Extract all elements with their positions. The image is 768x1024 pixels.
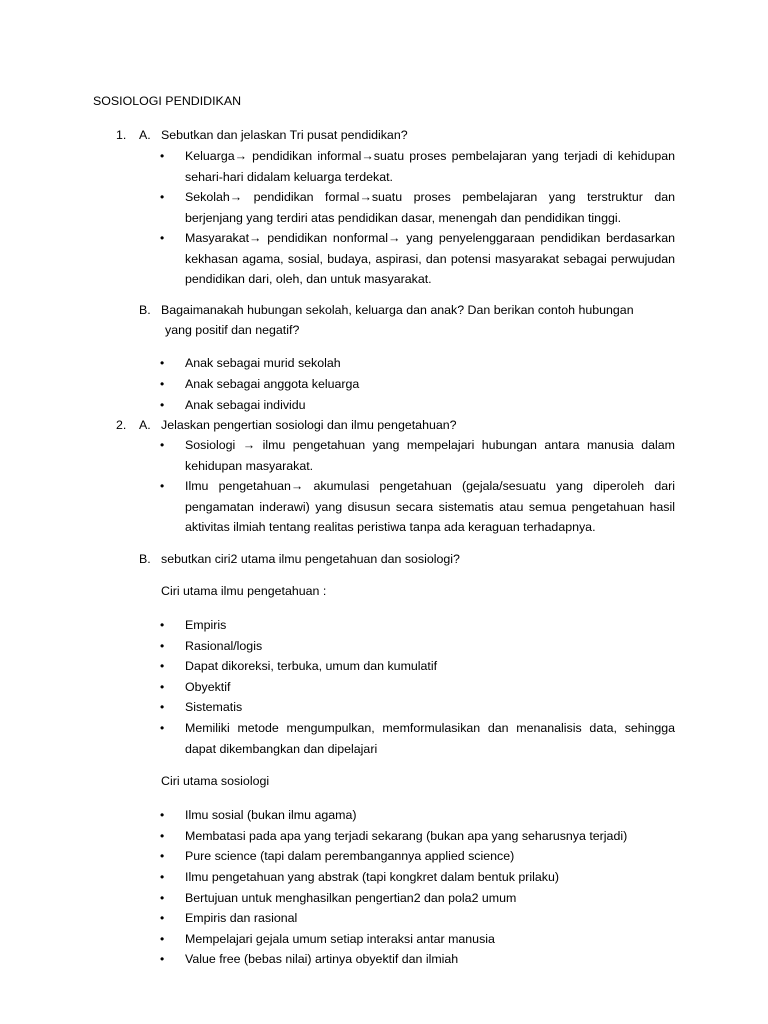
bullet-icon: • [160, 398, 165, 412]
bullet-icon: • [160, 659, 165, 673]
bullet-icon: • [160, 639, 165, 653]
list-item: Obyektif [185, 680, 231, 694]
list-item: Anak sebagai anggota keluarga [185, 377, 360, 391]
list-item: Masyarakat→ pendidikan nonformal→ yang penyelenggaraan pendidikan berdasarkan kekhasan agama, sosial, budaya, aspirasi, dan potensi masyarakat sebagai perwujudan pendidikan dari, oleh, dan untuk masyarakat. [185, 231, 675, 287]
list-item: Anak sebagai individu [185, 398, 306, 412]
bullet-icon: • [160, 680, 165, 694]
list-item: Membatasi pada apa yang terjadi sekarang (bukan apa yang seharusnya terjadi) [185, 829, 628, 843]
list-item: Anak sebagai murid sekolah [185, 356, 341, 370]
list-item: Ilmu pengetahuan yang abstrak (tapi kongkret dalam bentuk prilaku) [185, 870, 560, 884]
list-item: Ilmu pengetahuan→ akumulasi pengetahuan (gejala/sesuatu yang diperoleh dari pengamatan inderawi) yang disusun secara sistematis atau semua pengetahuan hasil aktivitas ilmiah tentang realitas peristiwa tanpa ada keraguan terhadapnya. [185, 479, 675, 535]
question-number: 2. [116, 418, 127, 432]
question-letter: A. [139, 128, 151, 142]
bullet-icon: • [160, 149, 165, 163]
list-item: Dapat dikoreksi, terbuka, umum dan kumulatif [185, 659, 438, 673]
list-item: Keluarga→ pendidikan informal→suatu proses pembelajaran yang terjadi di kehidupan sehari-hari didalam keluarga terdekat. [185, 149, 675, 184]
bullet-icon: • [160, 438, 165, 452]
document-title: SOSIOLOGI PENDIDIKAN [93, 94, 242, 108]
list-item: Mempelajari gejala umum setiap interaksi antar manusia [185, 932, 495, 946]
list-item: Memiliki metode mengumpulkan, memformulasikan dan menanalisis data, sehingga dapat dikembangkan dan dipelajari [185, 721, 675, 756]
list-item: Pure science (tapi dalam perembangannya applied science) [185, 849, 515, 863]
list-item: Empiris dan rasional [185, 911, 298, 925]
bullet-icon: • [160, 231, 165, 245]
section-label: Ciri utama ilmu pengetahuan : [161, 584, 327, 598]
question-letter: A. [139, 418, 151, 432]
list-item: Value free (bebas nilai) artinya obyektif dan ilmiah [185, 952, 459, 966]
list-item: Sosiologi → ilmu pengetahuan yang mempelajari hubungan antara manusia dalam kehidupan masyarakat. [185, 438, 675, 473]
bullet-icon: • [160, 479, 165, 493]
question-text: Bagaimanakah hubungan sekolah, keluarga dan anak? Dan berikan contoh hubungan [161, 303, 634, 317]
list-item: Sekolah→ pendidikan formal→suatu proses pembelajaran yang terstruktur dan berjenjang yang terdiri atas pendidikan dasar, menengah dan pendidikan tinggi. [185, 190, 675, 225]
question-text-continued: yang positif dan negatif? [165, 323, 300, 337]
bullet-icon: • [160, 190, 165, 204]
question-number: 1. [116, 128, 127, 142]
bullet-icon: • [160, 952, 165, 966]
bullet-icon: • [160, 932, 165, 946]
list-item: Ilmu sosial (bukan ilmu agama) [185, 808, 357, 822]
list-item: Bertujuan untuk menghasilkan pengertian2 dan pola2 umum [185, 891, 517, 905]
bullet-icon: • [160, 911, 165, 925]
bullet-icon: • [160, 700, 165, 714]
question-text: sebutkan ciri2 utama ilmu pengetahuan dan sosiologi? [161, 552, 460, 566]
bullet-icon: • [160, 891, 165, 905]
bullet-icon: • [160, 356, 165, 370]
list-item: Sistematis [185, 700, 243, 714]
question-text: Sebutkan dan jelaskan Tri pusat pendidikan? [161, 128, 408, 142]
bullet-icon: • [160, 377, 165, 391]
bullet-icon: • [160, 721, 165, 735]
question-letter: B. [139, 552, 151, 566]
section-label: Ciri utama sosiologi [161, 774, 270, 788]
bullet-icon: • [160, 808, 165, 822]
bullet-icon: • [160, 618, 165, 632]
question-text: Jelaskan pengertian sosiologi dan ilmu pengetahuan? [161, 418, 457, 432]
list-item: Rasional/logis [185, 639, 263, 653]
list-item: Empiris [185, 618, 227, 632]
question-letter: B. [139, 303, 151, 317]
bullet-icon: • [160, 829, 165, 843]
bullet-icon: • [160, 849, 165, 863]
bullet-icon: • [160, 870, 165, 884]
